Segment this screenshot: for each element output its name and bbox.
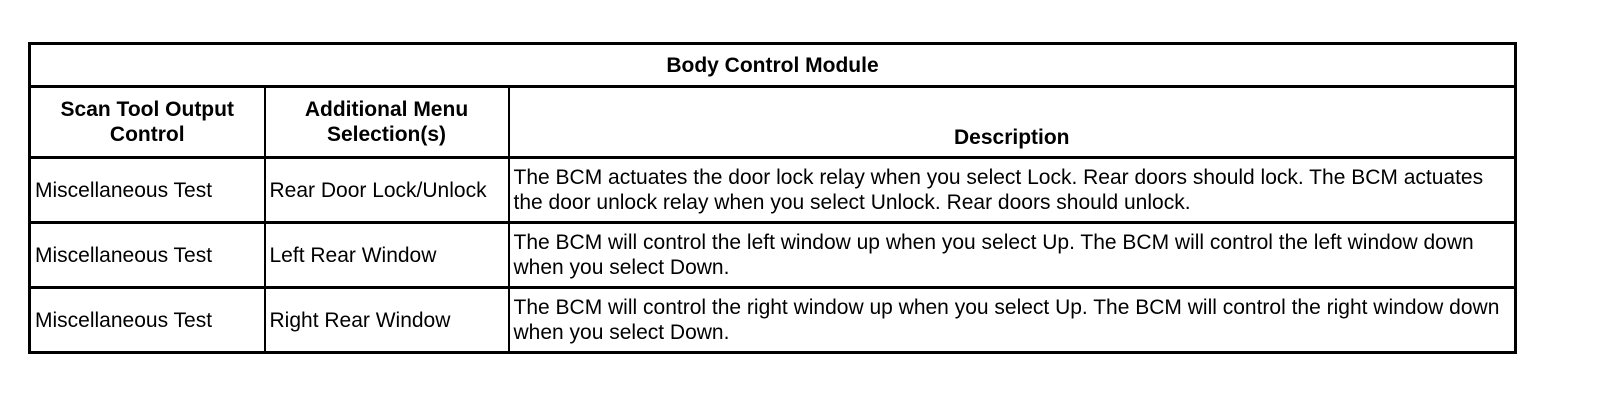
column-header-output-control: Scan Tool Output Control	[30, 87, 265, 158]
cell-output-control: Miscellaneous Test	[30, 158, 265, 223]
cell-menu-selection: Left Rear Window	[265, 223, 509, 288]
bcm-output-control-table	[28, 42, 1517, 354]
cell-menu-selection: Right Rear Window	[265, 288, 509, 353]
cell-description: The BCM will control the left window up when you select Up. The BCM will control the left window down when you select Down.	[509, 223, 1516, 288]
column-header-description: Description	[509, 87, 1516, 158]
table-header-row	[30, 87, 1516, 158]
cell-description: The BCM will control the right window up when you select Up. The BCM will control the right window down when you select Down.	[509, 288, 1516, 353]
bcm-table-container	[28, 42, 1514, 354]
cell-menu-selection: Rear Door Lock/Unlock	[265, 158, 509, 223]
cell-output-control: Miscellaneous Test	[30, 223, 265, 288]
column-header-menu-selection: Additional Menu Selection(s)	[265, 87, 509, 158]
table-title: Body Control Module	[30, 44, 1516, 87]
table-row	[30, 158, 1516, 223]
cell-output-control: Miscellaneous Test	[30, 288, 265, 353]
cell-description: The BCM actuates the door lock relay when you select Lock. Rear doors should lock. The BCM actuates the door unlock relay when you select Unlock. Rear doors should unlock.	[509, 158, 1516, 223]
table-row	[30, 288, 1516, 353]
table-title-row	[30, 44, 1516, 87]
table-row	[30, 223, 1516, 288]
